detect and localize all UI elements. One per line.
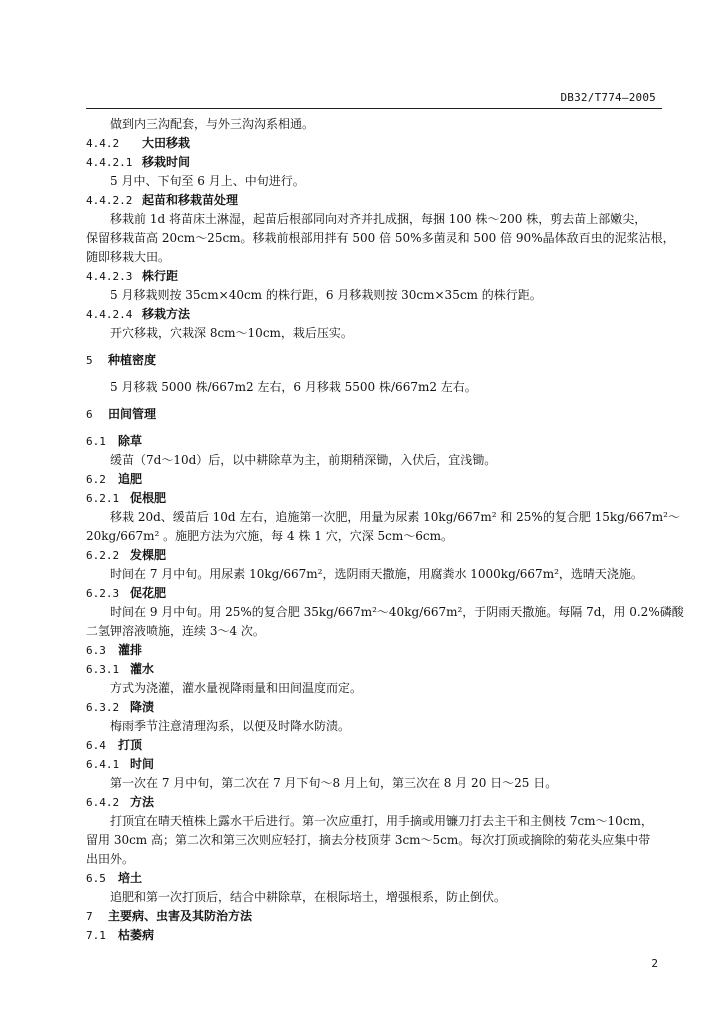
- paragraph: 打顶宜在晴天植株上露水干后进行。第一次应重打，用手摘或用镰刀打去主干和主侧枝 7cm～10cm，: [110, 814, 653, 828]
- heading-4-4-2-3: [86, 267, 664, 286]
- paragraph: 留用 30cm 高；第二次和第三次则应轻打，摘去分枝顶芽 3cm～5cm。每次打顶或摘除的菊花头应集中带: [86, 833, 651, 847]
- paragraph: 保留移栽苗高 20cm～25cm。移栽前根部用拌有 500 倍 50%多菌灵和 500 倍 90%晶体敌百虫的泥浆沾根，: [86, 231, 675, 245]
- section-number: 6.2.2: [86, 549, 120, 562]
- section-title: 枯萎病: [118, 928, 155, 942]
- heading-5: [86, 351, 664, 370]
- paragraph: 移栽前 1d 将苗床土淋湿，起苗后根部同向对齐并扎成捆，每捆 100 株～200 株，剪去苗上部嫩尖，: [110, 212, 647, 226]
- paragraph: 移栽 20d、缓苗后 10d 左右，追施第一次肥，用量为尿素 10kg/667m² 和 25%的复合肥 15kg/667m²～: [110, 510, 680, 524]
- section-number: 7.1: [86, 929, 106, 942]
- header-rule: [86, 108, 662, 109]
- section-number: 6.2.1: [86, 492, 120, 505]
- paragraph: 5 月移栽则按 35cm×40cm 的株行距，6 月移栽则按 30cm×35cm 的株行距。: [110, 288, 542, 302]
- heading-4-4-2-2: [86, 191, 664, 210]
- heading-6-2-3: [86, 584, 664, 603]
- paragraph: 方式为浇灌，灌水量视降雨量和田间温度而定。: [110, 681, 363, 695]
- heading-6-1: [86, 432, 664, 451]
- section-title: 降渍: [130, 700, 155, 714]
- paragraph: 梅雨季节注意清理沟系，以便及时降水防渍。: [110, 719, 351, 733]
- section-title: 促花肥: [130, 586, 167, 600]
- section-title: 灌水: [130, 662, 155, 676]
- section-number: 6.4.2: [86, 796, 120, 809]
- section-number: 7: [86, 910, 93, 923]
- heading-6-4-1: [86, 755, 664, 774]
- heading-7: [86, 907, 664, 926]
- paragraph: 随即移栽大田。: [86, 250, 171, 264]
- heading-6-2: [86, 470, 664, 489]
- section-title: 方法: [130, 795, 155, 809]
- section-number: 6.3.2: [86, 701, 120, 714]
- section-title: 追肥: [118, 472, 143, 486]
- paragraph: 时间在 9 月中旬。用 25%的复合肥 35kg/667m²～40kg/667m²，于阴雨天撒施。每隔 7d，用 0.2%磷酸: [110, 605, 684, 619]
- paragraph: 追肥和第一次打顶后，结合中耕除草，在根际培土，增强根系，防止倒伏。: [110, 890, 507, 904]
- section-title: 时间: [130, 757, 155, 771]
- section-number: 4.4.2.1: [86, 156, 133, 169]
- section-number: 6.2: [86, 473, 106, 486]
- section-number: 4.4.2.3: [86, 270, 133, 283]
- section-number: 4.4.2.2: [86, 194, 133, 207]
- heading-6-5: [86, 869, 664, 888]
- section-number: 6: [86, 408, 93, 421]
- paragraph: 5 月中、下旬至 6 月上、中旬进行。: [110, 174, 305, 188]
- section-title: 起苗和移栽苗处理: [142, 193, 239, 207]
- heading-4-4-2-1: [86, 153, 664, 172]
- paragraph: 缓苗（7d～10d）后，以中耕除草为主，前期稍深锄，入伏后，宜浅锄。: [110, 453, 497, 467]
- section-title: 发棵肥: [130, 548, 167, 562]
- section-title: 田间管理: [108, 407, 157, 421]
- section-number: 6.5: [86, 872, 106, 885]
- section-title: 灌排: [118, 643, 143, 657]
- heading-6-4: [86, 736, 664, 755]
- section-title: 促根肥: [130, 491, 167, 505]
- section-title: 种植密度: [108, 353, 157, 367]
- section-title: 移栽方法: [142, 307, 191, 321]
- section-number: 6.3.1: [86, 663, 120, 676]
- heading-4-4-2-4: [86, 305, 664, 324]
- section-number: 4.4.2.4: [86, 308, 133, 321]
- heading-6-2-2: [86, 546, 664, 565]
- heading-6-3: [86, 641, 664, 660]
- standard-code: DB32/T774—2005: [560, 91, 656, 104]
- section-title: 移栽时间: [142, 155, 191, 169]
- section-title: 打顶: [118, 738, 143, 752]
- paragraph: 时间在 7 月中旬。用尿素 10kg/667m²，选阴雨天撒施，用腐粪水 1000kg/667m²，选晴天浇施。: [110, 567, 643, 581]
- section-number: 5: [86, 354, 93, 367]
- section-title: 主要病、虫害及其防治方法: [108, 909, 253, 923]
- page-number: 2: [651, 957, 658, 970]
- section-number: 6.4.1: [86, 758, 120, 771]
- heading-6-3-2: [86, 698, 664, 717]
- section-title: 培土: [118, 871, 143, 885]
- section-title: 大田移栽: [142, 136, 191, 150]
- paragraph: 二氢钾溶液喷施，连续 3～4 次。: [86, 624, 265, 638]
- section-number: 6.2.3: [86, 587, 120, 600]
- section-number: 6.3: [86, 644, 106, 657]
- paragraph: 做到内三沟配套，与外三沟沟系相通。: [110, 117, 315, 131]
- section-title: 除草: [118, 434, 143, 448]
- section-number: 4.4.2: [86, 137, 120, 150]
- heading-6-3-1: [86, 660, 664, 679]
- heading-7-1: [86, 926, 664, 945]
- paragraph: 5 月移栽 5000 株/667m2 左右，6 月移栽 5500 株/667m2 左右。: [110, 380, 477, 394]
- paragraph: 出田外。: [86, 852, 135, 866]
- heading-6-4-2: [86, 793, 664, 812]
- paragraph: 开穴移栽，穴栽深 8cm～10cm，栽后压实。: [110, 326, 353, 340]
- heading-4-4-2: [86, 134, 664, 153]
- heading-6-2-1: [86, 489, 664, 508]
- heading-6: [86, 405, 664, 424]
- section-title: 株行距: [142, 269, 179, 283]
- section-number: 6.4: [86, 739, 106, 752]
- document-body: [86, 115, 684, 945]
- section-number: 6.1: [86, 435, 106, 448]
- paragraph: 20kg/667m² 。施肥方法为穴施，每 4 株 1 穴，穴深 5cm～6cm。: [86, 529, 453, 543]
- paragraph: 第一次在 7 月中旬，第二次在 7 月下旬～8 月上旬，第三次在 8 月 20 日～25 日。: [110, 776, 558, 790]
